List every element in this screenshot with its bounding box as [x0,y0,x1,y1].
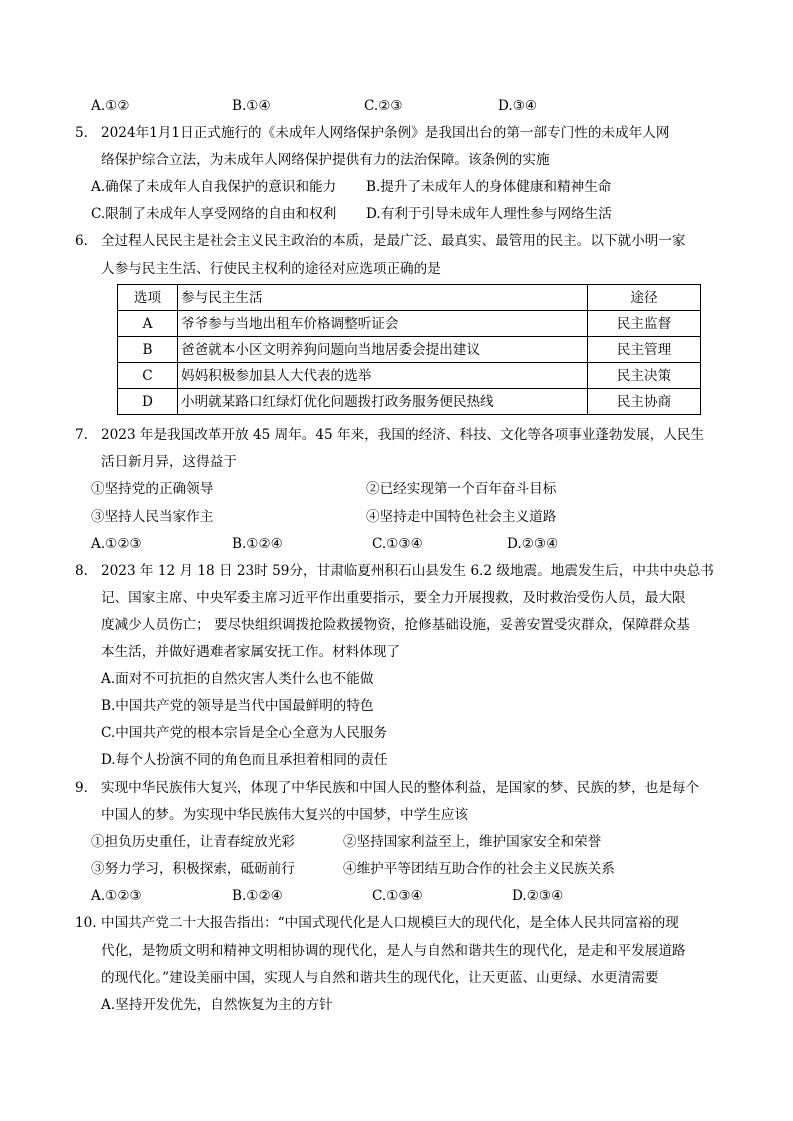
q7-option-b: B.①②④ [232,536,283,552]
q8-stem-line-3: 度减少人员伤亡； 要尽快组织调拨抢险救援物资，抢修基础设施，妥善安置受灾群众，保障群众基 [101,617,690,633]
q4-option-a: A.①② [91,98,130,114]
q7-item-3: ③坚持人民当家作主 [91,509,214,525]
q9-option-b: B.①②④ [232,888,283,904]
q9-option-c: C.①③④ [372,888,423,904]
q8-stem-line-1: 2023 年 12 月 18 日 23时 59分，甘肃临夏州积石山县发生 6.2 级地震。地震发生后，中共中央总书 [101,563,714,579]
q7-option-a: A.①②③ [91,536,142,552]
q7-option-d: D.②③④ [507,536,559,552]
table-row [118,311,701,337]
q9-item-2: ②坚持国家利益至上，维护国家安全和荣誉 [343,834,602,850]
q10-option-a: A.坚持开发优先，自然恢复为主的方针 [101,997,333,1013]
q4-option-d: D.③④ [498,98,538,114]
table-cell-channel: 民主决策 [588,363,701,389]
q9-stem-line-2: 中国人的梦。为实现中华民族伟大复兴的中国梦，中学生应该 [101,807,469,823]
q5-option-c: C.限制了未成年人享受网络的自由和权利 [91,206,337,222]
q5-stem-line-2: 络保护综合立法，为未成年人网络保护提供有力的法治保障。该条例的实施 [101,152,550,168]
q8-stem-line-4: 本生活，并做好遇难者家属安抚工作。材料体现了 [101,644,401,660]
q8-option-a: A.面对不可抗拒的自然灾害人类什么也不能做 [101,671,374,687]
table-cell-activity: 小明就某路口红绿灯优化问题拨打政务服务便民热线 [178,389,588,415]
q8-number: 8. [75,563,88,579]
q10-number: 10. [75,915,97,931]
table-cell-channel: 民主协商 [588,389,701,415]
table-cell-option: B [118,337,178,363]
q6-stem-line-2: 人参与民主生活、行使民主权利的途径对应选项正确的是 [101,261,441,277]
q6-number: 6. [75,233,88,249]
q7-item-2: ②已经实现第一个百年奋斗目标 [366,481,557,497]
q10-stem-line-3: 的现代化。”建设美丽中国，实现人与自然和谐共生的现代化，让天更蓝、山更绿、水更清需要 [101,970,659,986]
q8-option-c: C.中国共产党的根本宗旨是全心全意为人民服务 [101,725,388,741]
q5-option-a: A.确保了未成年人自我保护的意识和能力 [91,179,337,195]
q8-option-d: D.每个人扮演不同的角色而且承担着相同的责任 [101,752,388,768]
q5-option-b: B.提升了未成年人的身体健康和精神生命 [366,179,612,195]
q10-stem-line-2: 代化，是物质文明和精神文明相协调的现代化，是人与自然和谐共生的现代化，是走和平发展道路 [101,943,686,959]
q7-stem-line-1: 2023 年是我国改革开放 45 周年。45 年来，我国的经济、科技、文化等各项事业蓬勃发展，人民生 [101,427,705,443]
q6-table [117,284,701,415]
q9-item-4: ④维护平等团结互助合作的社会主义民族关系 [343,861,615,877]
q9-item-3: ③努力学习，积极探索，砥砺前行 [91,861,295,877]
q6-stem-line-1: 全过程人民民主是社会主义民主政治的本质，是最广泛、最真实、最管用的民主。以下就小明一家 [101,233,686,249]
q4-option-c: C.②③ [364,98,403,114]
table-header-row [118,285,701,311]
q7-item-1: ①坚持党的正确领导 [91,481,214,497]
table-cell-option: A [118,311,178,337]
table-header-option: 选项 [118,285,178,311]
q9-option-d: D.②③④ [512,888,564,904]
q8-stem-line-2: 记、国家主席、中央军委主席习近平作出重要指示，要全力开展搜救，及时救治受伤人员，最大限 [101,590,686,606]
q7-number: 7. [75,427,88,443]
table-cell-activity: 妈妈积极参加县人大代表的选举 [178,363,588,389]
table-cell-channel: 民主管理 [588,337,701,363]
q9-stem-line-1: 实现中华民族伟大复兴，体现了中华民族和中国人民的整体利益，是国家的梦、民族的梦，也是每个 [101,780,700,796]
table-cell-activity: 爷爷参与当地出租车价格调整听证会 [178,311,588,337]
q5-number: 5. [75,125,88,141]
table-row [118,389,701,415]
q9-item-1: ①担负历史重任，让青春绽放光彩 [91,834,295,850]
q7-stem-line-2: 活日新月异，这得益于 [101,454,237,470]
table-header-activity: 参与民主生活 [178,285,588,311]
q5-stem-line-1: 2024年1月1日正式施行的《未成年人网络保护条例》是我国出台的第一部专门性的未成年人网 [101,125,670,141]
q4-option-b: B.①④ [232,98,271,114]
q5-option-d: D.有利于引导未成年人理性参与网络生活 [366,206,612,222]
q9-option-a: A.①②③ [91,888,142,904]
table-row [118,363,701,389]
table-row [118,337,701,363]
table-cell-option: C [118,363,178,389]
table-cell-option: D [118,389,178,415]
q10-stem-line-1: 中国共产党二十大报告指出：“中国式现代化是人口规模巨大的现代化，是全体人民共同富裕的现 [101,915,679,931]
table-cell-activity: 爸爸就本小区文明养狗问题向当地居委会提出建议 [178,337,588,363]
q7-item-4: ④坚持走中国特色社会主义道路 [366,509,557,525]
q9-number: 9. [75,780,88,796]
table-cell-channel: 民主监督 [588,311,701,337]
q8-option-b: B.中国共产党的领导是当代中国最鲜明的特色 [101,698,374,714]
q7-option-c: C.①③④ [372,536,423,552]
table-header-channel: 途径 [588,285,701,311]
